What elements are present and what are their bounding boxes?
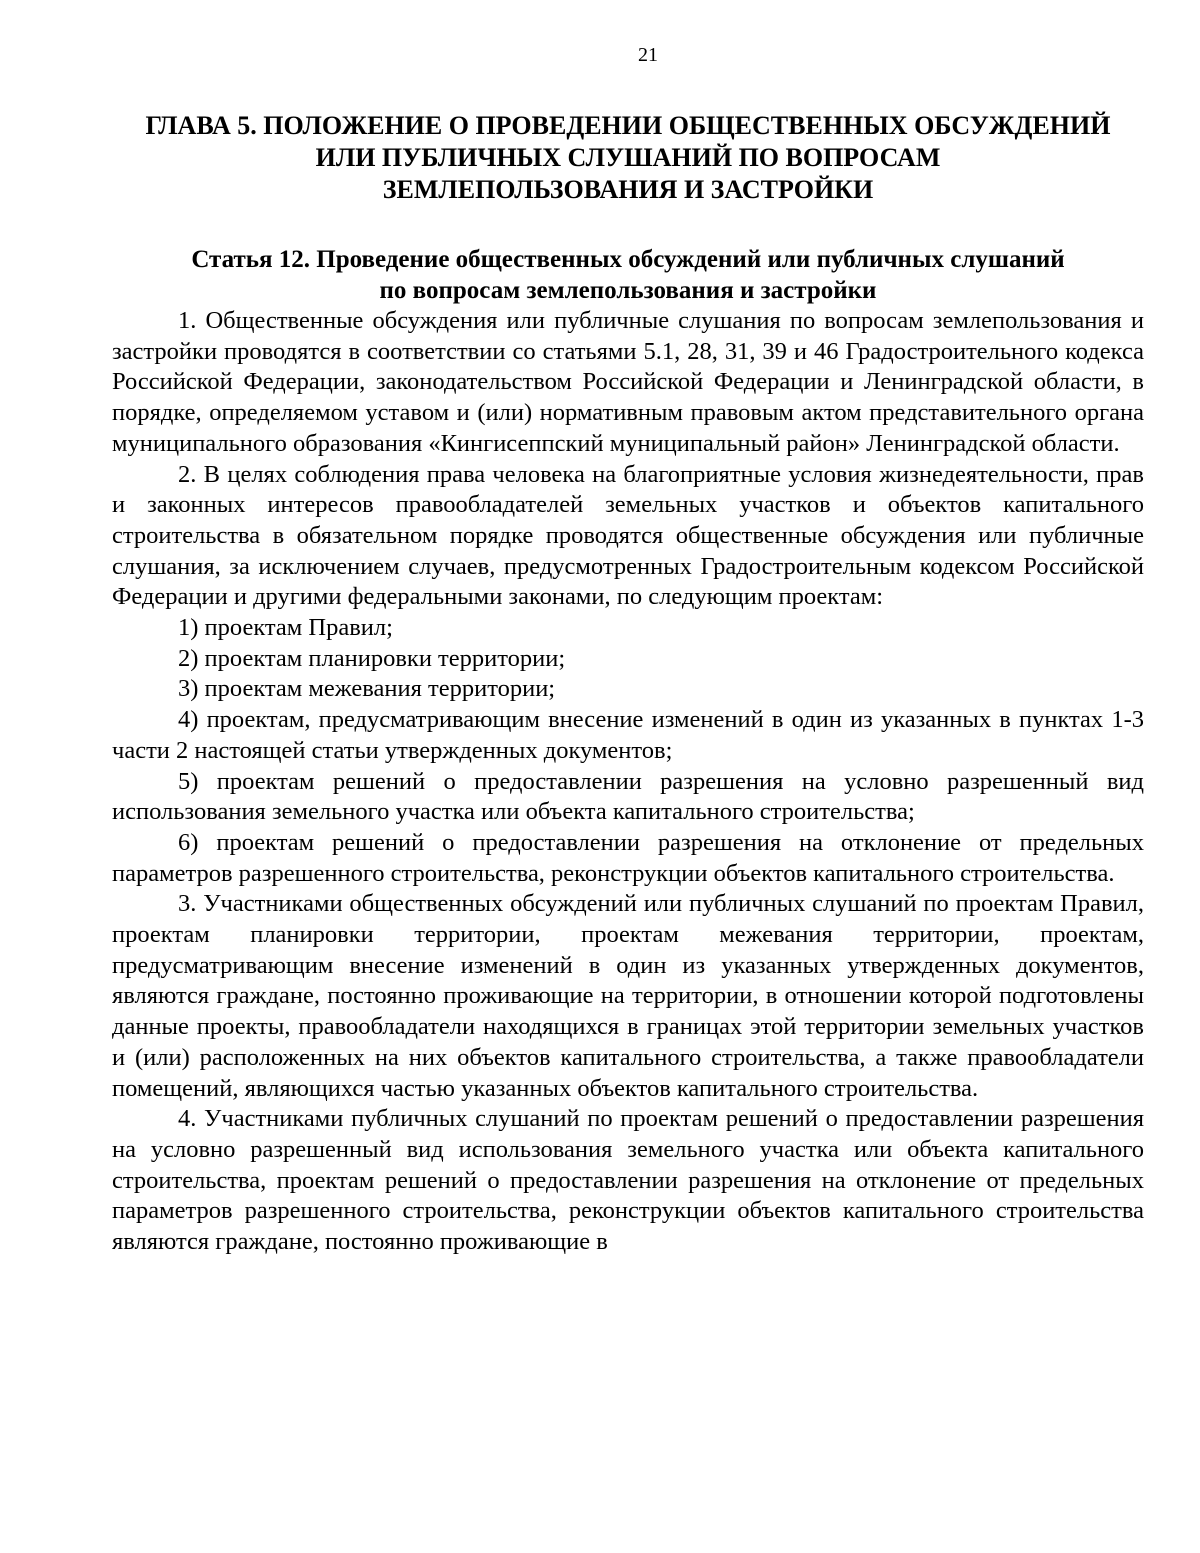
article-title-line: по вопросам землепользования и застройки: [379, 277, 877, 304]
list-item-6: 6) проектам решений о предоставлении разрешения на отклонение от предельных параметров разрешенного строительства, реконструкции объектов капитального строительства.: [112, 828, 1144, 887]
paragraph-1: 1. Общественные обсуждения или публичные слушания по вопросам землепользования и застройки проводятся в соответствии со статьями 5.1, 28, 31, 39 и 46 Градостроительного кодекса Российской Федерации, законодательством Российской Федерации и Ленинградской области, в порядке, определяемом уставом и (или) нормативным правовым актом представительного органа муниципального образования «Кингисеппский муниципальный район» Ленинградской области.: [112, 307, 1144, 457]
chapter-title-line: ГЛАВА 5. ПОЛОЖЕНИЕ О ПРОВЕДЕНИИ ОБЩЕСТВЕННЫХ ОБСУЖДЕНИЙ: [145, 111, 1111, 140]
list-item-5: 5) проектам решений о предоставлении разрешения на условно разрешенный вид использования земельного участка или объекта капитального строительства;: [112, 767, 1144, 826]
page-number: 21: [638, 44, 658, 66]
list-item-3: 3) проектам межевания территории;: [178, 675, 556, 703]
chapter-title-line: ИЛИ ПУБЛИЧНЫХ СЛУШАНИЙ ПО ВОПРОСАМ: [315, 143, 941, 172]
paragraph-4: 4. Участниками публичных слушаний по проектам решений о предоставлении разрешения на условно разрешенный вид использования земельного участка или объекта капитального строительства, проектам решений о предоставлении разрешения на отклонение от предельных параметров разрешенного строительства, реконструкции объектов капитального строительства являются граждане, постоянно проживающие в: [112, 1105, 1144, 1256]
article-title: [112, 244, 1144, 306]
chapter-title: [112, 110, 1144, 206]
list-item-4: 4) проектам, предусматривающим внесение изменений в один из указанных в пунктах 1-3 части 2 настоящей статьи утвержденных документов;: [112, 706, 1144, 764]
article-body: [112, 306, 1144, 1258]
chapter-title-line: ЗЕМЛЕПОЛЬЗОВАНИЯ И ЗАСТРОЙКИ: [382, 175, 874, 204]
list-item-2: 2) проектам планировки территории;: [178, 644, 566, 672]
article-title-line: Статья 12. Проведение общественных обсуждений или публичных слушаний: [191, 246, 1065, 273]
paragraph-3: 3. Участниками общественных обсуждений или публичных слушаний по проектам Правил, проектам планировки территории, проектам межевания территории, проектам, предусматривающим внесение изменений в один из указанных утвержденных документов, являются граждане, постоянно проживающие на территории, в отношении которой подготовлены данные проекты, правообладатели находящихся в границах этой территории земельных участков и (или) расположенных на них объектов капитального строительства, а также правообладатели помещений, являющихся частью указанных объектов капитального строительства.: [112, 890, 1144, 1102]
list-item-1: 1) проектам Правил;: [178, 614, 393, 642]
paragraph-2: 2. В целях соблюдения права человека на благоприятные условия жизнедеятельности, прав и законных интересов правообладателей земельных участков и объектов капитального строительства в обязательном порядке проводятся общественные обсуждения или публичные слушания, за исключением случаев, предусмотренных Градостроительным кодексом Российской Федерации и другими федеральными законами, по следующим проектам:: [112, 460, 1144, 611]
